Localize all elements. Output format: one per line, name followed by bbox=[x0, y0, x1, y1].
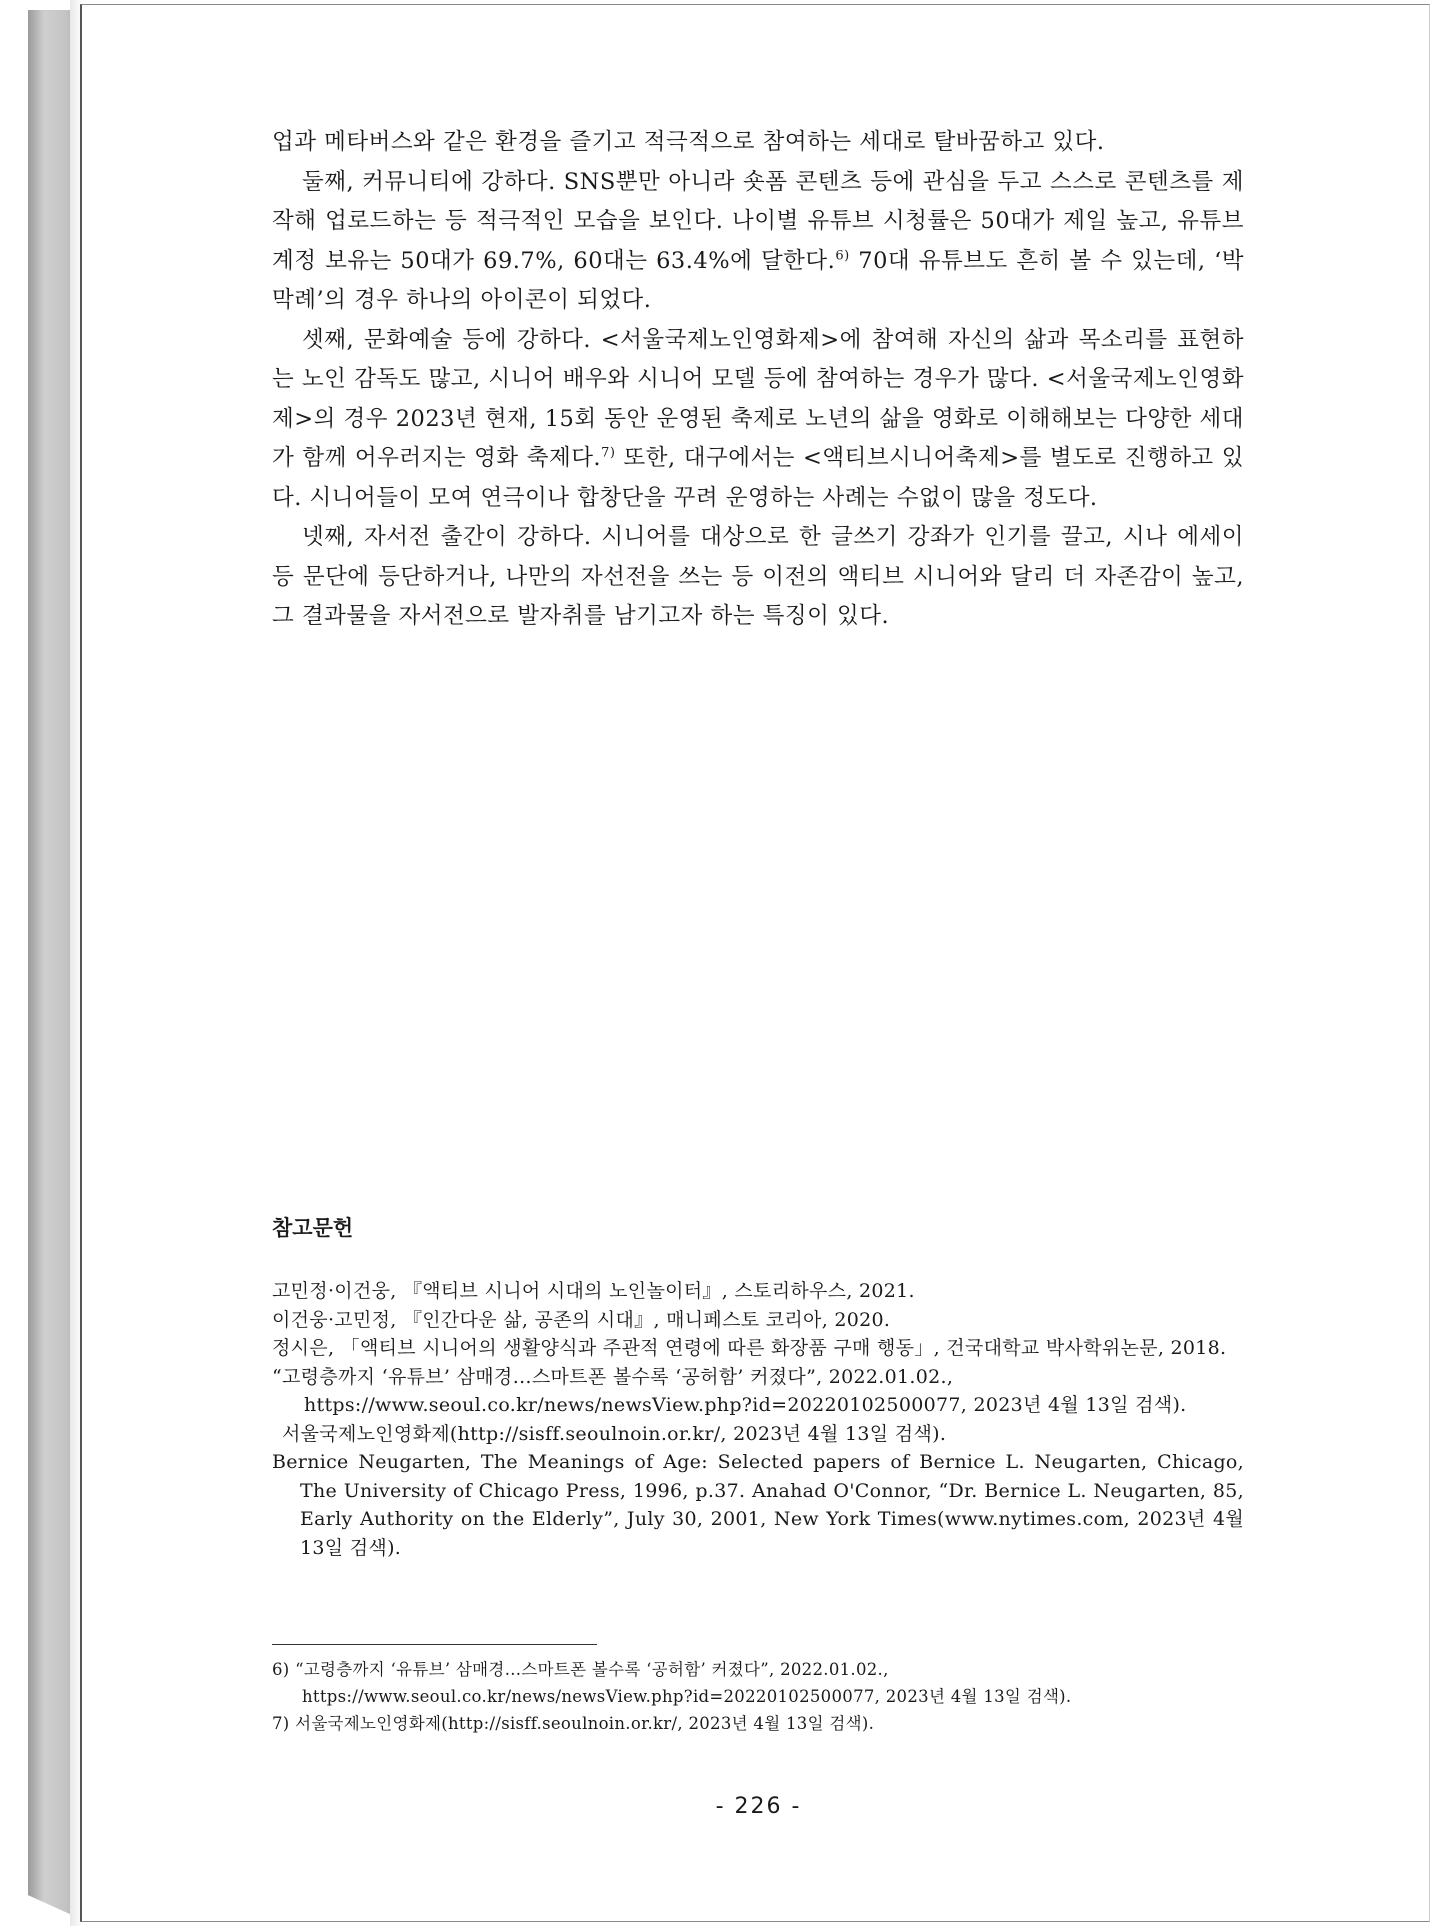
paragraph-2-text: 둘째, 커뮤니티에 강하다. SNS뿐만 아니라 숏폼 콘텐츠 등에 관심을 두고 스스로 콘텐츠를 제작해 업로드하는 등 적극적인 모습을 보인다. 나이별 유튜브 시청률은 50대가 제일 높고, 유튜브 계정 보유는 50대가 69.7%, 60대는 63.4%에 달한다. bbox=[272, 168, 1244, 274]
reference-url[interactable]: https://www.seoul.co.kr/news/newsView.php?id=20220102500077, 2023년 4월 13일 검색). bbox=[304, 1394, 1187, 1416]
reference-item: 고민정·이건웅, 『액티브 시니어 시대의 노인놀이터』, 스토리하우스, 2021. bbox=[272, 1280, 915, 1302]
paragraph-4: 넷째, 자서전 출간이 강하다. 시니어를 대상으로 한 글쓰기 강좌가 인기를 끌고, 시나 에세이 등 문단에 등단하거나, 나만의 자선전을 쓰는 등 이전의 액티브 시니어와 달리 더 자존감이 높고, 그 결과물을 자서전으로 발자취를 남기고자 하는 특징이 있다. bbox=[272, 524, 1244, 629]
reference-item: 이건웅·고민정, 『인간다운 삶, 공존의 시대』, 매니페스토 코리아, 2020. bbox=[272, 1308, 891, 1331]
references-heading: 참고문헌 bbox=[272, 1216, 354, 1240]
references-list bbox=[272, 1277, 1244, 1562]
reference-item: “고령층까지 ‘유튜브’ 삼매경…스마트폰 볼수록 ‘공허함’ 커졌다”, 2022.01.02., bbox=[272, 1365, 954, 1388]
paragraph-2 bbox=[272, 163, 1244, 321]
page-number: - 226 - bbox=[715, 1794, 802, 1819]
reference-item: 정시은, 「액티브 시니어의 생활양식과 주관적 연령에 따른 화장품 구매 행동」, 건국대학교 박사학위논문, 2018. bbox=[272, 1337, 1227, 1359]
footnote-ref-6[interactable]: 6) bbox=[835, 248, 850, 263]
paragraph-3-text-cont: 또한, 대구에서는 <액티브시니어축제>를 별도로 진행하고 있다. 시니어들이 모여 연극이나 합창단을 꾸려 운영하는 사례는 수없이 많을 정도다. bbox=[272, 445, 1244, 511]
paragraph-3-text: 셋째, 문화예술 등에 강하다. <서울국제노인영화제>에 참여해 자신의 삶과 목소리를 표현하는 노인 감독도 많고, 시니어 배우와 시니어 모델 등에 참여하는 경우가 많다. <서울국제노인영화제>의 경우 2023년 현재, 15회 동안 운영된 축제로 노년의 삶을 영화로 이해해보는 다양한 세대가 함께 어우러지는 영화 축제다. bbox=[272, 326, 1244, 471]
footnote-divider bbox=[272, 1644, 597, 1645]
reference-item: Bernice Neugarten, The Meanings of Age: Selected papers of Bernice L. Neugarten, Chicago, The University of Chicago Press, 1996, p.37. Anahad O'Connor, “Dr. Bernice L. Neugarten, 85, Early Authority on the Elderly”, July 30, 2001, New York Times(www.nytimes.com, 2023년 4월 13일 검색). bbox=[272, 1451, 1244, 1559]
footnote-7: 7) 서울국제노인영화제(http://sisff.seoulnoin.or.kr/, 2023년 4월 13일 검색). bbox=[272, 1714, 875, 1733]
paragraph-3 bbox=[272, 321, 1244, 519]
paragraph-2-text-cont: 70대 유튜브도 흔히 볼 수 있는데, ‘박막례’의 경우 하나의 아이콘이 되었다. bbox=[272, 247, 1244, 313]
body-text bbox=[272, 123, 1244, 637]
footnote-6: 6) “고령층까지 ‘유튜브’ 삼매경…스마트폰 볼수록 ‘공허함’ 커졌다”, 2022.01.02., bbox=[272, 1660, 889, 1679]
footnote-ref-7[interactable]: 7) bbox=[601, 445, 616, 461]
footnotes bbox=[272, 1656, 1244, 1737]
paragraph-1: 업과 메타버스와 같은 환경을 즐기고 적극적으로 참여하는 세대로 탈바꿈하고 있다. bbox=[272, 129, 1105, 155]
reference-item: 서울국제노인영화제(http://sisff.seoulnoin.or.kr/, 2023년 4월 13일 검색). bbox=[282, 1422, 947, 1445]
footnote-6-url[interactable]: https://www.seoul.co.kr/news/newsView.php?id=20220102500077, 2023년 4월 13일 검색). bbox=[302, 1687, 1072, 1706]
